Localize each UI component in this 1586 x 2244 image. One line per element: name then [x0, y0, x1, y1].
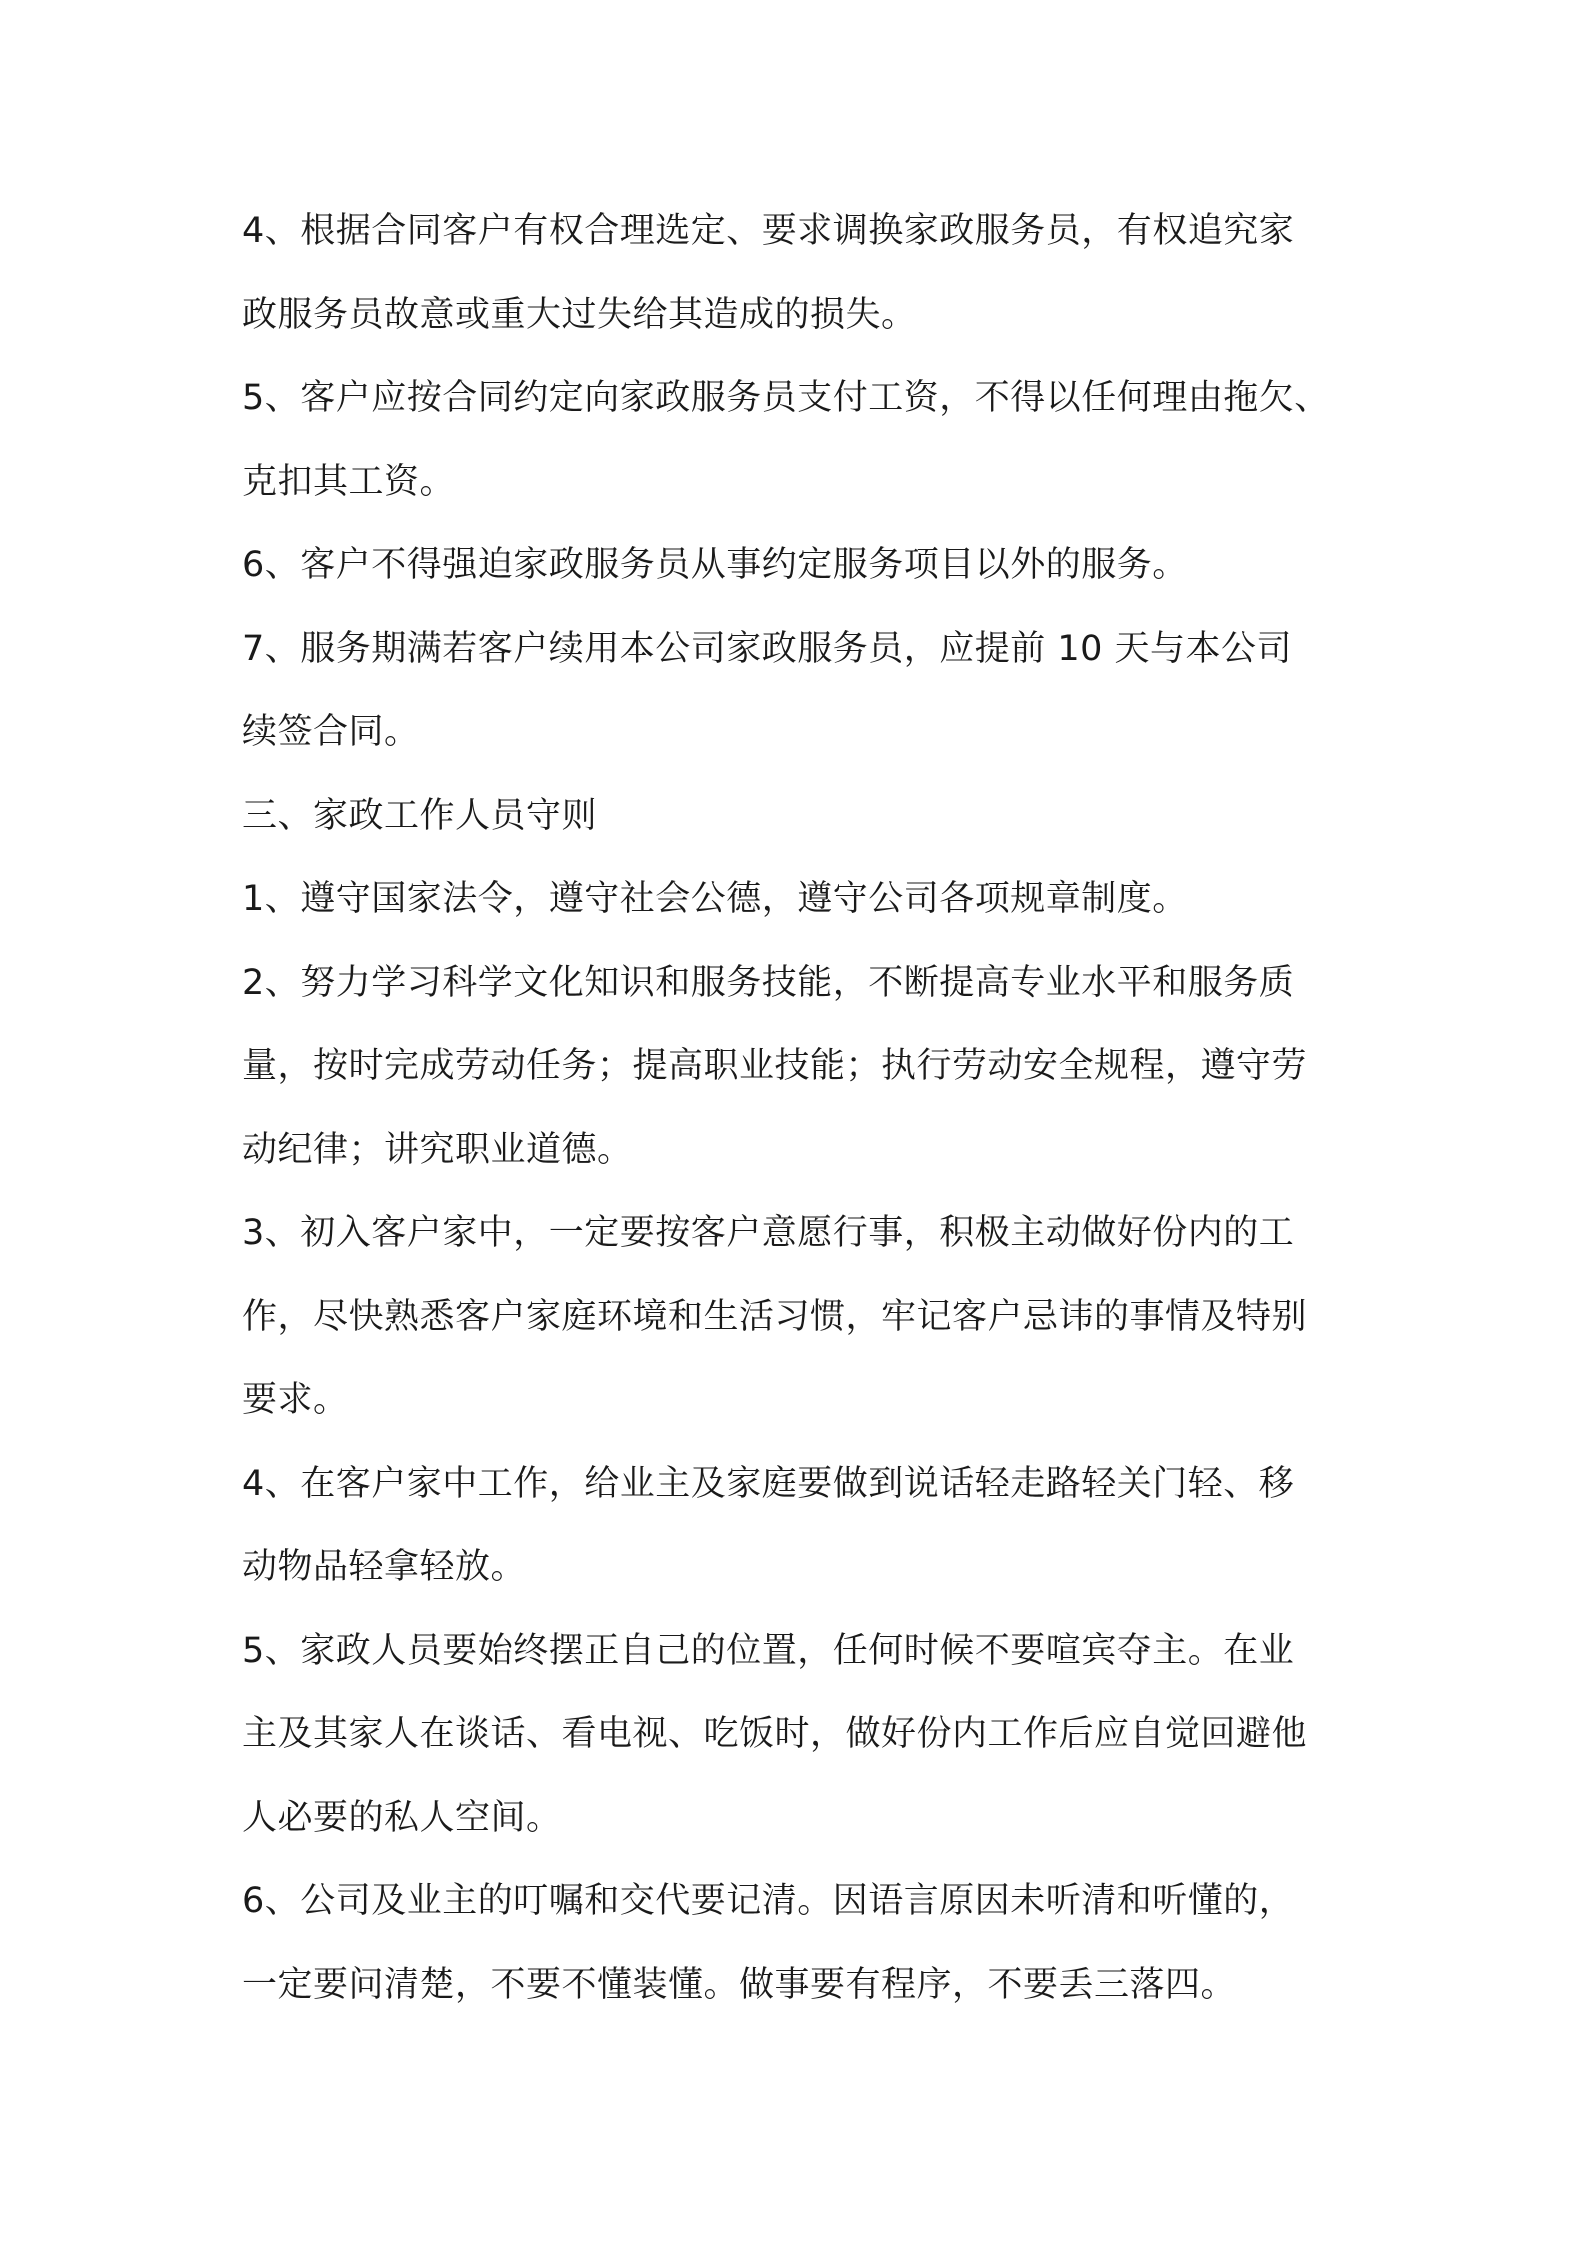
text-line: 要求。 [242, 1380, 349, 1420]
text-line: 1、遵守国家法令，遵守社会公德，遵守公司各项规章制度。 [242, 879, 1188, 919]
text-line: 一定要问清楚，不要不懂装懂。做事要有程序，不要丢三落四。 [242, 1964, 1237, 2005]
text-line: 7、服务期满若客户续用本公司家政服务员，应提前 10 天与本公司 [242, 628, 1293, 669]
text-line: 3、初入客户家中，一定要按客户意愿行事，积极主动做好份内的工 [242, 1213, 1295, 1253]
section-heading: 三、家政工作人员守则 [242, 795, 598, 836]
text-line: 量，按时完成劳动任务；提高职业技能；执行劳动安全规程，遵守劳 [242, 1046, 1308, 1086]
document-body [242, 190, 1362, 2027]
text-line: 动纪律；讲究职业道德。 [242, 1129, 633, 1170]
text-line: 2、努力学习科学文化知识和服务技能，不断提高专业水平和服务质 [242, 962, 1295, 1003]
text-line: 4、根据合同客户有权合理选定、要求调换家政服务员，有权追究家 [242, 211, 1295, 251]
text-line: 动物品轻拿轻放。 [242, 1547, 527, 1587]
text-line: 政服务员故意或重大过失给其造成的损失。 [242, 294, 917, 335]
text-line: 4、在客户家中工作，给业主及家庭要做到说话轻走路轻关门轻、移 [242, 1463, 1295, 1504]
text-line: 续签合同。 [242, 712, 420, 752]
text-line: 主及其家人在谈话、看电视、吃饭时，做好份内工作后应自觉回避他 [242, 1714, 1308, 1754]
text-line: 克扣其工资。 [242, 461, 456, 502]
text-line: 6、公司及业主的叮嘱和交代要记清。因语言原因未听清和听懂的， [242, 1881, 1295, 1921]
text-line: 5、客户应按合同约定向家政服务员支付工资，不得以任何理由拖欠、 [242, 378, 1330, 418]
text-line: 5、家政人员要始终摆正自己的位置，任何时候不要喧宾夺主。在业 [242, 1630, 1295, 1671]
text-line: 6、客户不得强迫家政服务员从事约定服务项目以外的服务。 [242, 545, 1188, 585]
text-line: 人必要的私人空间。 [242, 1797, 562, 1838]
text-line: 作，尽快熟悉客户家庭环境和生活习惯，牢记客户忌讳的事情及特别 [242, 1296, 1308, 1337]
